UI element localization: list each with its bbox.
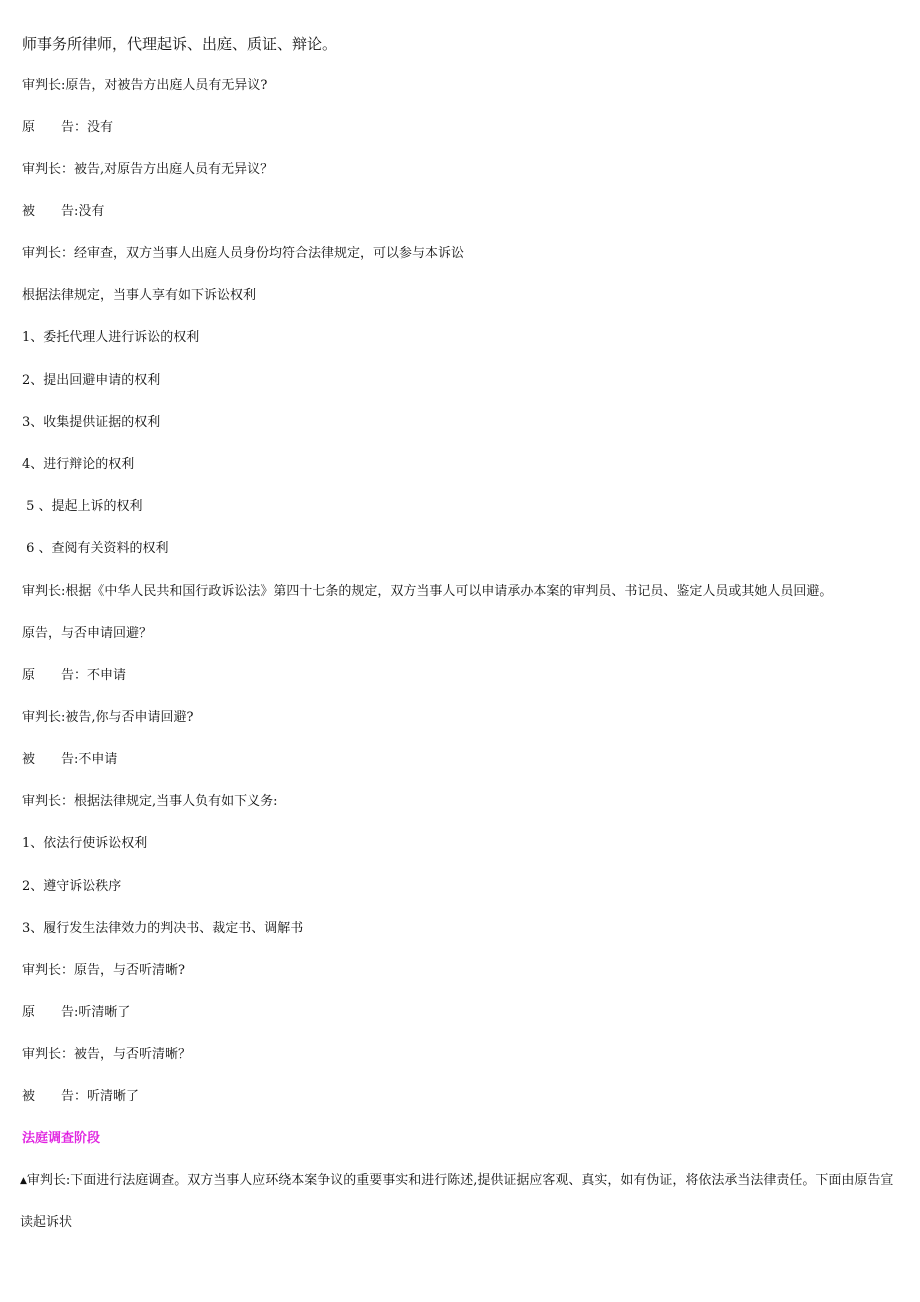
text-line: 4、进行辩论的权利 [22, 457, 135, 472]
text-line: 6 、查阅有关资料的权利 [22, 541, 169, 556]
text-line: 审判长：原告，与否听清晰? [22, 963, 185, 978]
text-line: 审判长:被告,你与否申请回避? [22, 710, 194, 725]
body-paragraph [20, 1160, 896, 1244]
text-line: 原 告:听清晰了 [22, 1005, 131, 1020]
text-line: 审判长：根据法律规定,当事人负有如下义务: [22, 794, 278, 809]
text-line: 师事务所律师，代理起诉、出庭、质证、辩论。 [22, 35, 338, 53]
text-line: 原 告：不申请 [22, 668, 127, 683]
text-line: 3、收集提供证据的权利 [22, 415, 161, 430]
text-line: 被 告：听清晰了 [22, 1089, 140, 1104]
text-line: 审判长:原告，对被告方出庭人员有无异议? [22, 78, 268, 93]
text-line: 审判长：被告,对原告方出庭人员有无异议？ [22, 162, 274, 177]
text-line: 1、依法行使诉讼权利 [22, 836, 148, 851]
text-line: 原告，与否申请回避？ [22, 626, 153, 641]
text-line: 被 告:没有 [22, 204, 105, 219]
text-line: 被 告:不申请 [22, 752, 118, 767]
text-line: 5 、提起上诉的权利 [22, 499, 143, 514]
text-line: 1、委托代理人进行诉讼的权利 [22, 330, 200, 345]
triangle-marker-icon: ▲ [20, 1176, 27, 1186]
text-line: 3、履行发生法律效力的判决书、裁定书、调解书 [22, 921, 304, 936]
text-line: 原 告：没有 [22, 120, 114, 135]
paragraph-text: 审判长:下面进行法庭调查。双方当事人应环绕本案争议的重要事实和进行陈述,提供证据应客观、真实，如有伪证，将依法承当法律责任。下面由原告宣读起诉状 [20, 1173, 894, 1230]
text-line: 2、提出回避申请的权利 [22, 373, 161, 388]
text-line: 审判长:根据《中华人民共和国行政诉讼法》第四十七条的规定，双方当事人可以申请承办本案的审判员、书记员、鉴定人员或其她人员回避。 [22, 584, 833, 599]
text-line: 审判长：经审查，双方当事人出庭人员身份均符合法律规定，可以参与本诉讼 [22, 246, 465, 261]
text-line: 2、遵守诉讼秩序 [22, 879, 122, 894]
section-heading: 法庭调查阶段 [22, 1131, 101, 1146]
text-line: 审判长：被告，与否听清晰？ [22, 1047, 192, 1062]
text-line: 根据法律规定，当事人享有如下诉讼权利 [22, 288, 257, 303]
